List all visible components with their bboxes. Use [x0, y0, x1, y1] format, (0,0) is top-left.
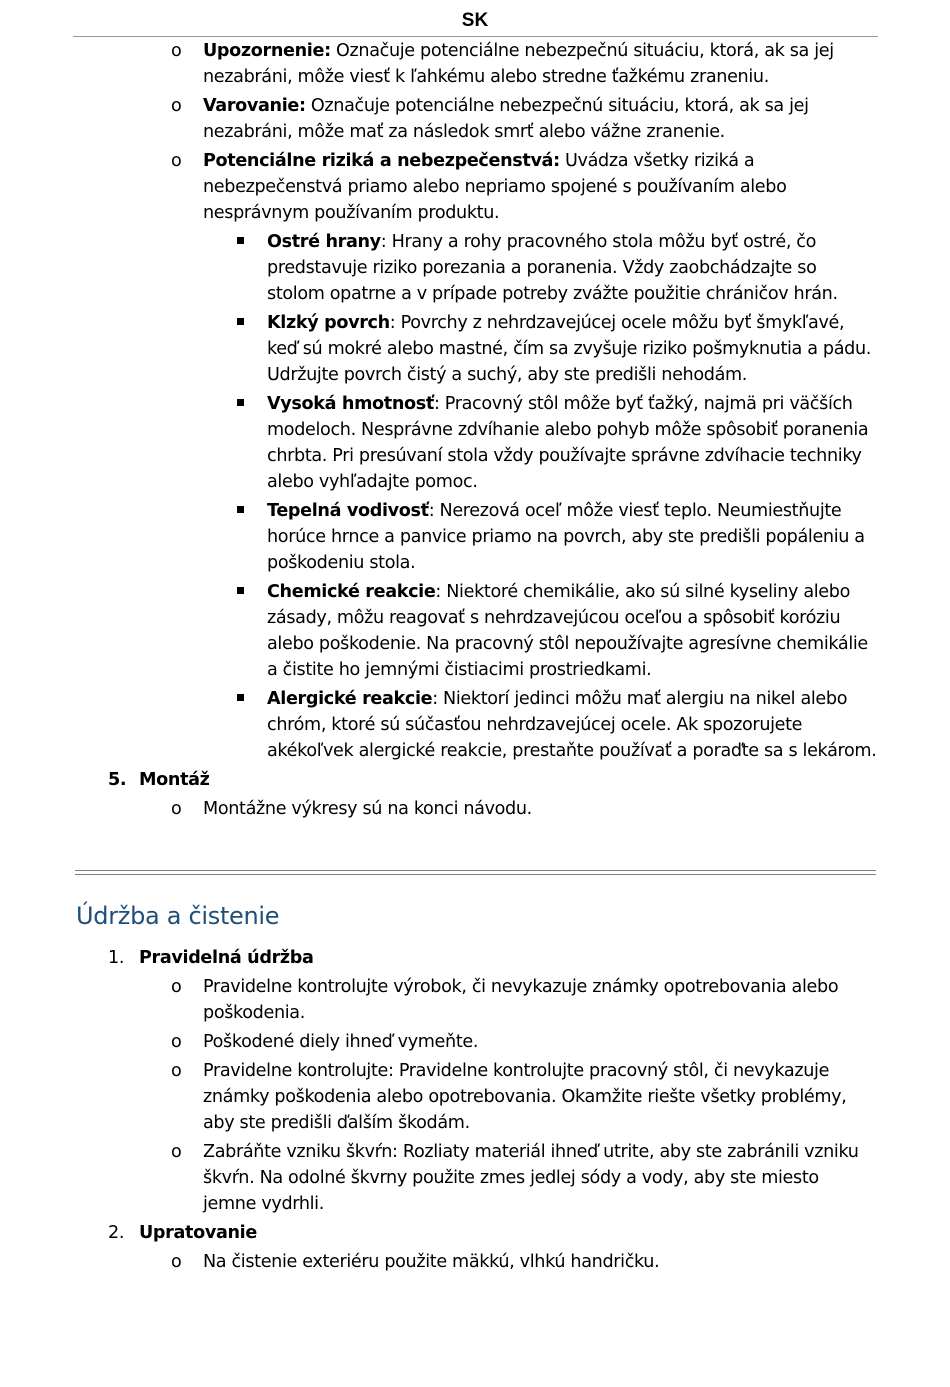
hazard-term: Chemické reakcie	[267, 582, 436, 602]
hazard-text: : Niektorí jedinci môžu mať alergiu na nikel alebo chróm, ktoré sú súčasťou nehrdzavejúcej ocele. Ak spozorujete akékoľvek alergické reakcie, prestaňte používať a poraďte sa s lekárom.	[267, 689, 877, 761]
numbered-heading-upratovanie	[108, 1220, 950, 1246]
header-rule	[73, 36, 878, 37]
document-body	[0, 38, 950, 1278]
circle-bullet: o	[171, 41, 182, 61]
definition: Označuje potenciálne nebezpečnú situáciu, ktorá, ak sa jej nezabráni, môže viesť k ľahkému alebo stredne ťažkému zraneniu.	[203, 41, 834, 87]
circle-bullet: o	[171, 977, 182, 997]
square-bullet	[237, 237, 244, 244]
list-item	[171, 1139, 873, 1217]
square-bullet	[237, 506, 244, 513]
hazard-term: Ostré hrany	[267, 232, 381, 252]
list-item-varovanie	[171, 93, 873, 145]
numbered-heading-montaz	[108, 767, 950, 793]
heading-text: Upratovanie	[139, 1223, 257, 1243]
item-text: Pravidelne kontrolujte: Pravidelne kontrolujte pracovný stôl, či nevykazuje známky poškodenia alebo opotrebovania. Okamžite riešte všetky problémy, aby ste predišli ďalším škodám.	[203, 1061, 847, 1133]
list-item	[171, 796, 873, 822]
definition: Označuje potenciálne nebezpečnú situáciu, ktorá, ak sa jej nezabráni, môže mať za následok smrť alebo vážne zranenie.	[203, 96, 809, 142]
hazard-item	[267, 686, 879, 764]
item-text: Poškodené diely ihneď vymeňte.	[203, 1032, 479, 1052]
heading-text: Pravidelná údržba	[139, 948, 314, 968]
square-bullet	[237, 318, 244, 325]
item-text: Pravidelne kontrolujte výrobok, či nevykazuje známky opotrebovania alebo poškodenia.	[203, 977, 839, 1023]
list-number: 1.	[108, 948, 125, 968]
term: Upozornenie:	[203, 41, 331, 61]
list-number: 2.	[108, 1223, 125, 1243]
hazard-item	[267, 229, 879, 307]
circle-bullet: o	[171, 1032, 182, 1052]
list-item	[171, 974, 873, 1026]
circle-bullet: o	[171, 151, 182, 171]
hazard-term: Tepelná vodivosť	[267, 501, 429, 521]
list-item	[171, 1058, 873, 1136]
definition: Uvádza všetky riziká a nebezpečenstvá priamo alebo nepriamo spojené s používaním alebo nesprávnym používaním produktu.	[203, 151, 787, 223]
hazard-text: : Nerezová oceľ môže viesť teplo. Neumiestňujte horúce hrnce a panvice priamo na povrch, aby ste predišli popáleniu a poškodeniu stola.	[267, 501, 865, 573]
circle-bullet: o	[171, 1142, 182, 1162]
list-item	[171, 1249, 873, 1275]
circle-bullet: o	[171, 1252, 182, 1272]
hazard-item	[267, 579, 879, 683]
numbered-heading-udrzba	[108, 945, 950, 971]
square-bullet	[237, 587, 244, 594]
item-text: Montážne výkresy sú na konci návodu.	[203, 799, 532, 819]
section-divider	[75, 870, 876, 875]
heading-text: Montáž	[139, 770, 210, 790]
hazard-text: : Hrany a rohy pracovného stola môžu byť ostré, čo predstavuje riziko porezania a poranenia. Vždy zaobchádzajte so stolom opatrne a v prípade potreby zvážte použitie chráničov hrán.	[267, 232, 838, 304]
hazard-term: Vysoká hmotnosť	[267, 394, 434, 414]
circle-bullet: o	[171, 799, 182, 819]
hazard-text: : Pracovný stôl môže byť ťažký, najmä pri väčších modeloch. Nesprávne zdvíhanie alebo pohyb môže spôsobiť poranenia chrbta. Pri presúvaní stola vždy používajte správne zdvíhacie techniky alebo vyhľadajte pomoc.	[267, 394, 869, 492]
list-item	[171, 1029, 873, 1055]
circle-bullet: o	[171, 1061, 182, 1081]
list-number: 5.	[108, 770, 127, 790]
hazard-text: : Povrchy z nehrdzavejúcej ocele môžu byť šmykľavé, keď sú mokré alebo mastné, čím sa zvyšuje riziko pošmyknutia a pádu. Udržujte povrch čistý a suchý, aby ste predišli nehodám.	[267, 313, 871, 385]
page-header-lang: SK	[461, 10, 489, 31]
term: Varovanie:	[203, 96, 306, 116]
hazard-text: : Niektoré chemikálie, ako sú silné kyseliny alebo zásady, môžu reagovať s nehrdzavejúcou oceľou a spôsobiť koróziu alebo poškodenie. Na pracovný stôl nepoužívajte agresívne chemikálie a čistite ho jemnými čistiacimi prostriedkami.	[267, 582, 868, 680]
list-item-upozornenie	[171, 38, 873, 90]
item-text: Na čistenie exteriéru použite mäkkú, vlhkú handričku.	[203, 1252, 660, 1272]
hazard-item	[267, 498, 879, 576]
square-bullet	[237, 399, 244, 406]
hazard-term: Alergické reakcie	[267, 689, 433, 709]
term: Potenciálne riziká a nebezpečenstvá:	[203, 151, 560, 171]
item-text: Zabráňte vzniku škvŕn: Rozliaty materiál ihneď utrite, aby ste zabránili vzniku škvŕn. Na odolné škvrny použite zmes jedlej sódy a vody, aby ste miesto jemne vydrhli.	[203, 1142, 859, 1214]
section-title: Údržba a čistenie	[76, 902, 280, 930]
circle-bullet: o	[171, 96, 182, 116]
list-item-rizika	[171, 148, 873, 226]
hazard-item	[267, 310, 879, 388]
hazard-item	[267, 391, 879, 495]
square-bullet	[237, 694, 244, 701]
hazard-term: Klzký povrch	[267, 313, 390, 333]
